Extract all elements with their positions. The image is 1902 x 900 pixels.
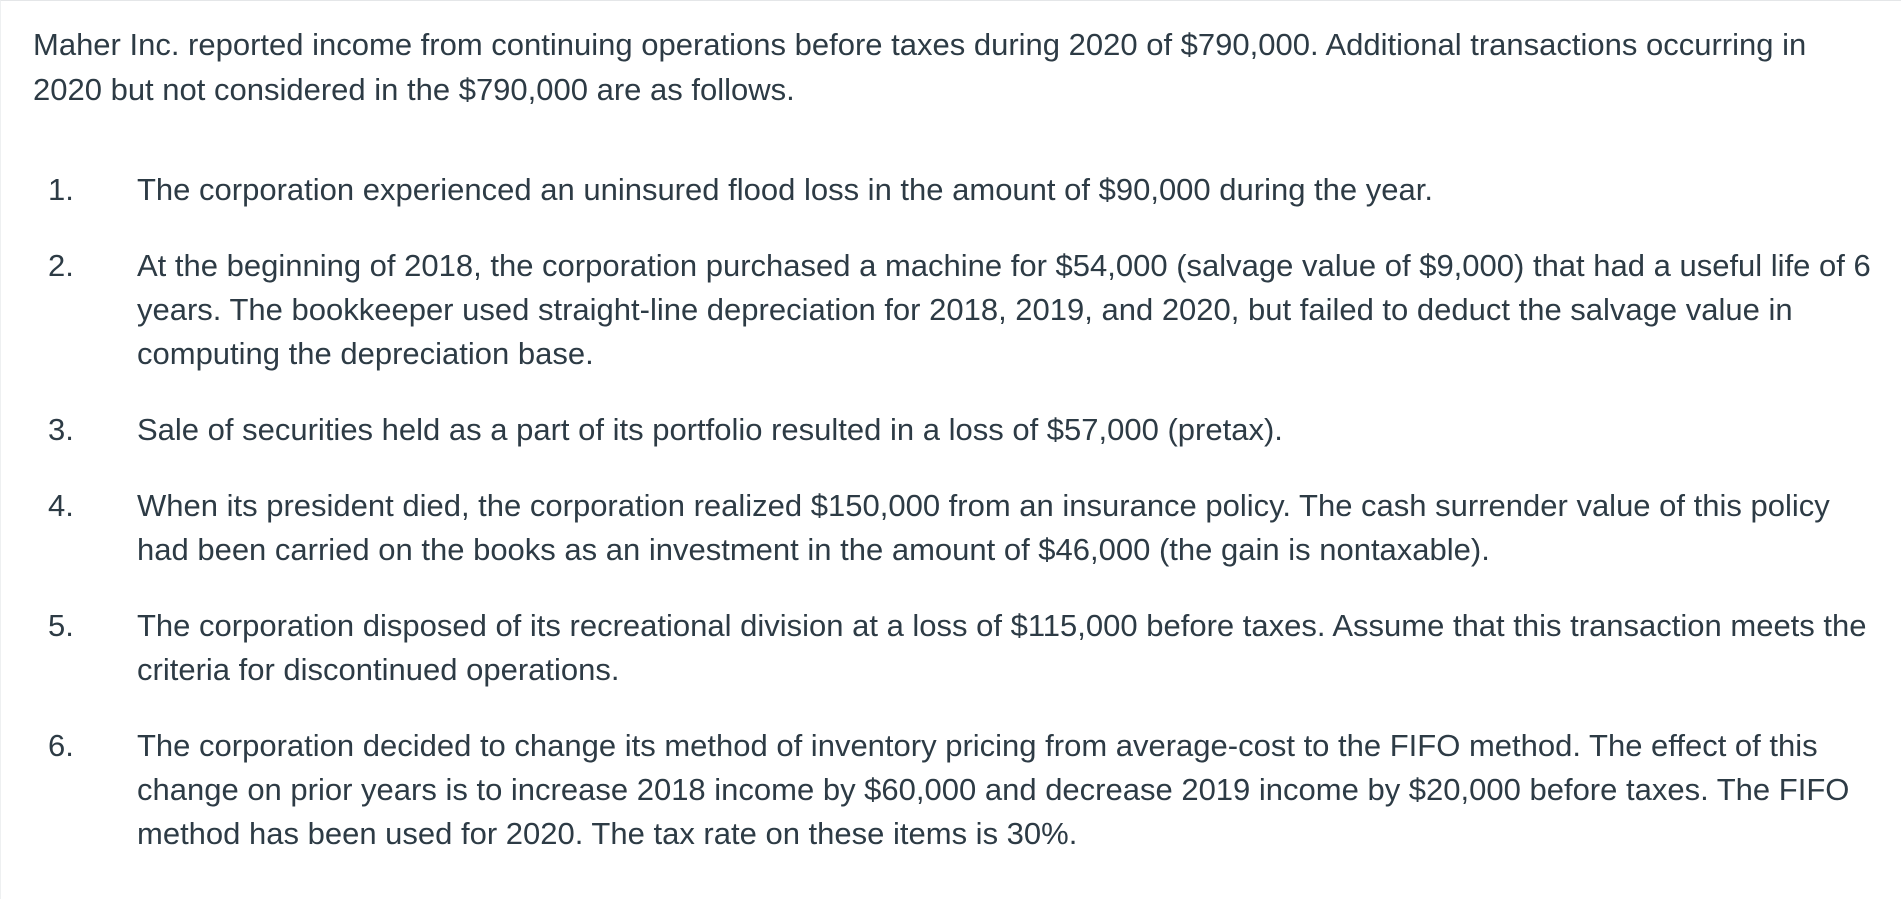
list-item bbox=[33, 484, 1873, 572]
list-item bbox=[33, 408, 1873, 452]
item-number: 4. bbox=[48, 488, 74, 523]
list-item bbox=[33, 724, 1873, 856]
item-number: 2. bbox=[48, 248, 74, 283]
item-text: At the beginning of 2018, the corporation purchased a machine for $54,000 (salvage value of $9,000) that had a useful life of 6 years. The bookkeeper used straight-line depreciation for 2018, 2019, and 2020, but failed to deduct the salvage value in computing the depreciation base. bbox=[137, 248, 1871, 371]
list-item bbox=[33, 168, 1873, 212]
list-item bbox=[33, 244, 1873, 376]
intro-paragraph: Maher Inc. reported income from continuing operations before taxes during 2020 of $790,000. Additional transactions occurring in 2020 but not considered in the $790,000 are as follows. bbox=[33, 27, 1807, 107]
list-item bbox=[33, 604, 1873, 692]
item-number: 3. bbox=[48, 412, 74, 447]
transaction-list bbox=[33, 168, 1873, 888]
item-text: When its president died, the corporation realized $150,000 from an insurance policy. The cash surrender value of this policy had been carried on the books as an investment in the amount of $46,000 (the gain is nontaxable). bbox=[137, 488, 1830, 567]
item-text: The corporation decided to change its method of inventory pricing from average-cost to the FIFO method. The effect of this change on prior years is to increase 2018 income by $60,000 and decrease 2019 income by $20,000 before taxes. The FIFO method has been used for 2020. The tax rate on these items is 30%. bbox=[137, 728, 1850, 851]
item-number: 1. bbox=[48, 172, 74, 207]
item-number: 6. bbox=[48, 728, 74, 763]
item-text: Sale of securities held as a part of its portfolio resulted in a loss of $57,000 (pretax). bbox=[137, 412, 1283, 447]
item-text: The corporation disposed of its recreational division at a loss of $115,000 before taxes. Assume that this transaction meets the criteria for discontinued operations. bbox=[137, 608, 1867, 687]
item-text: The corporation experienced an uninsured flood loss in the amount of $90,000 during the year. bbox=[137, 172, 1433, 207]
item-number: 5. bbox=[48, 608, 74, 643]
